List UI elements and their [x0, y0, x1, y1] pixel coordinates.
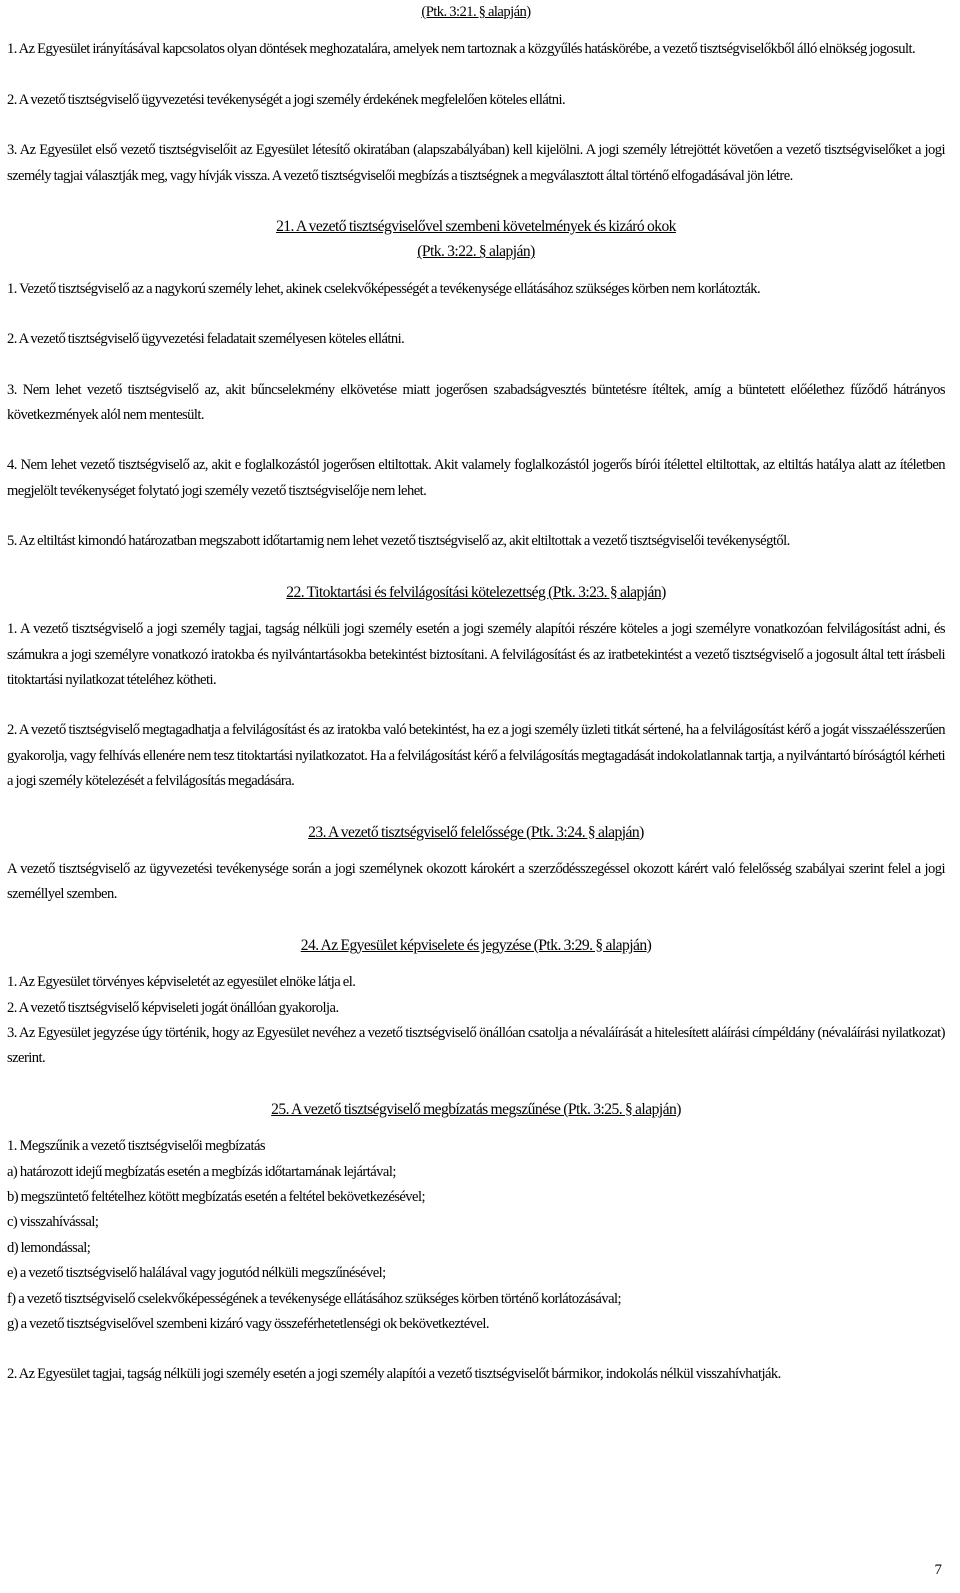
paragraph-25-intro: 1. Megszűnik a vezető tisztségviselői megbízatás [7, 1138, 266, 1155]
section-23-title: 23. A vezető tisztségviselő felelőssége (Ptk. 3:24. § alapján) [308, 823, 644, 841]
section-21-reference: (Ptk. 3:22. § alapján) [417, 243, 535, 261]
paragraph-22-1: 1. A vezető tisztségviselő a jogi személy tagjai, tagság nélküli jogi személy esetén a jogi személy alapítói részére köteles a jogi személyre vonatkozóan felvilágosítást adni, és számukra a jogi személyre vonatkozó iratokba és nyilvántartásokba betekintést biztosítani. A felvilágosítást és az iratbetekintést a vezető tisztségviselő a jogosult által tett írásbeli titoktartási nyilatkozat tételéhez kötheti. [7, 621, 945, 688]
document-page [7, 0, 945, 1388]
paragraph-21-3: 3. Nem lehet vezető tisztségviselő az, akit bűncselekmény elkövetése miatt jogerősen szabadságvesztés büntetésre ítéltek, amíg a büntetett előélethez fűződő hátrányos következmények alól nem mentesült. [7, 381, 945, 424]
paragraph-22-2: 2. A vezető tisztségviselő megtagadhatja a felvilágosítást és az iratokba való betekintést, ha ez a jogi személy üzleti titkát sértené, ha a felvilágosítást kérő a jogát visszaélésszerűen gyakorolja, vagy felhívás ellenére nem tesz titoktartási nyilatkozatot. Ha a felvilágosítást kérő a felvilágosítás megtagadását indokolatlannak tartja, a nyilvántartó bíróságtól kérheti a jogi személy kötelezését a felvilágosítás megadására. [7, 722, 945, 790]
list-item-25-d: d) lemondással; [7, 1239, 91, 1256]
list-item-25-a: a) határozott idejű megbízatás esetén a megbízás időtartamának lejártával; [7, 1163, 396, 1180]
paragraph-25-2: 2. Az Egyesület tagjai, tagság nélküli jogi személy esetén a jogi személy alapítói a vezető tisztségviselőt bármikor, indokolás nélkül visszahívhatják. [7, 1366, 781, 1383]
paragraph-24-1: 1. Az Egyesület törvényes képviseletét az egyesület elnöke látja el. [7, 974, 356, 991]
list-item-25-c: c) visszahívással; [7, 1214, 99, 1231]
section-21-title: 21. A vezető tisztségviselővel szembeni követelmények és kizáró okok [276, 218, 676, 236]
list-item-25-b: b) megszüntető feltételhez kötött megbízatás esetén a feltétel bekövetkezésével; [7, 1189, 425, 1205]
list-item-25-g: g) a vezető tisztségviselővel szembeni kizáró vagy összeférhetetlenségi ok bekövetkeztével. [7, 1316, 489, 1333]
section-24-title: 24. Az Egyesület képviselete és jegyzése (Ptk. 3:29. § alapján) [300, 936, 652, 954]
paragraph-21-4: 4. Nem lehet vezető tisztségviselő az, akit e foglalkozástól jogerősen eltiltottak. Akit valamely foglalkozástól jogerős bírói ítélettel eltiltottak, az eltiltás hatálya alatt az ítéletben megjelölt tevékenységet folytató jogi személy vezető tisztségviselője nem lehet. [7, 457, 945, 499]
paragraph-20-3: 3. Az Egyesület első vezető tisztségviselőit az Egyesület létesítő okiratában (alapszabályában) kell kijelölni. A jogi személy létrejöttét követően a vezető tisztségviselőket a jogi személy tagjai választják meg, vagy hívják vissza. A vezető tisztségviselői megbízás a tisztségnek a megválasztott által történő elfogadásával jön létre. [7, 142, 945, 184]
section-20-reference: (Ptk. 3:21. § alapján) [421, 4, 531, 20]
list-item-25-e: e) a vezető tisztségviselő halálával vagy jogutód nélküli megszűnésével; [7, 1265, 386, 1282]
section-22-title: 22. Titoktartási és felvilágosítási kötelezettség (Ptk. 3:23. § alapján) [286, 583, 666, 601]
list-item-25-f: f) a vezető tisztségviselő cselekvőképességének a tevékenysége ellátásához szükséges körben történő korlátozásával; [7, 1290, 622, 1307]
paragraph-23-1: A vezető tisztségviselő az ügyvezetési tevékenysége során a jogi személynek okozott károkért a szerződésszegéssel okozott kárért való felelősség szabályai szerint felel a jogi személlyel szemben. [7, 860, 945, 903]
paragraph-24-3: 3. Az Egyesület jegyzése úgy történik, hogy az Egyesület nevéhez a vezető tisztségviselő önállóan csatolja a névaláírását a hitelesített aláírási címpéldány (névaláírási nyilatkozat) szerint. [7, 1024, 945, 1067]
paragraph-20-1: 1. Az Egyesület irányításával kapcsolatos olyan döntések meghozatalára, amelyek nem tartoznak a közgyűlés hatáskörébe, a vezető tisztségviselőkből álló elnökség jogosult. [7, 41, 916, 58]
paragraph-21-2: 2. A vezető tisztségviselő ügyvezetési feladatait személyesen köteles ellátni. [7, 331, 405, 348]
paragraph-20-2: 2. A vezető tisztségviselő ügyvezetési tevékenységét a jogi személy érdekének megfelelően köteles ellátni. [7, 91, 566, 108]
paragraph-24-2: 2. A vezető tisztségviselő képviseleti jogát önállóan gyakorolja. [7, 999, 339, 1016]
page-number: 7 [934, 1562, 942, 1578]
paragraph-21-5: 5. Az eltiltást kimondó határozatban megszabott időtartamig nem lehet vezető tisztségviselő az, akit eltiltottak a vezető tisztségviselői tevékenységtől. [7, 533, 790, 550]
section-25-title: 25. A vezető tisztségviselő megbízatás megszűnése (Ptk. 3:25. § alapján) [271, 1100, 681, 1118]
paragraph-21-1: 1. Vezető tisztségviselő az a nagykorú személy lehet, akinek cselekvőképességét a tevékenysége ellátásához szükséges körben nem korlátozták. [7, 280, 761, 297]
